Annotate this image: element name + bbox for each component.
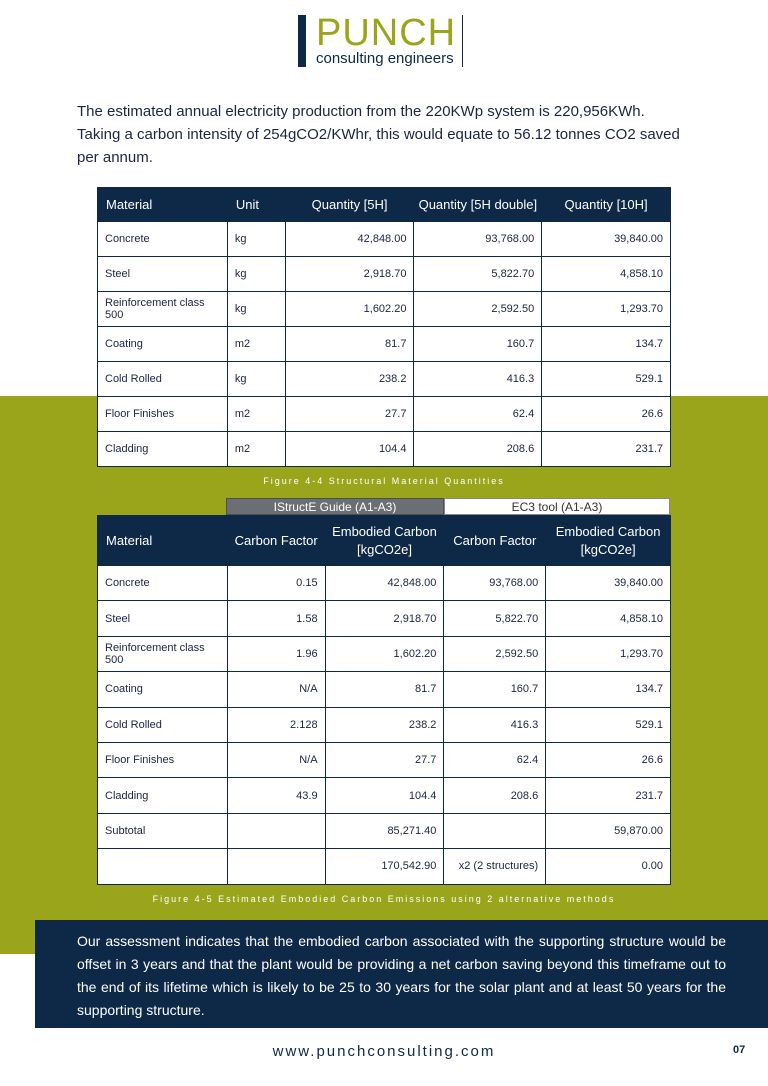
- table-cell: Coating: [98, 672, 228, 707]
- table-cell: 160.7: [414, 327, 542, 362]
- table-cell: 26.6: [542, 397, 671, 432]
- column-header: Quantity [5H double]: [414, 188, 542, 222]
- table-cell: Floor Finishes: [98, 742, 228, 777]
- table-row: [98, 742, 671, 777]
- table-row: [98, 397, 671, 432]
- table-row: [98, 778, 671, 813]
- column-header: Material: [98, 188, 228, 222]
- table-cell: kg: [227, 362, 285, 397]
- table-cell: 85,271.40: [325, 813, 444, 848]
- table-cell: 1.58: [227, 601, 325, 636]
- column-header: Unit: [227, 188, 285, 222]
- table-row: [98, 636, 671, 671]
- table-cell: m2: [227, 397, 285, 432]
- table-cell: 1,293.70: [546, 636, 671, 671]
- table-cell: [98, 849, 228, 884]
- table-cell: 4,858.10: [546, 601, 671, 636]
- table-row: [98, 292, 671, 327]
- table-cell: Coating: [98, 327, 228, 362]
- table-cell: 81.7: [325, 672, 444, 707]
- table-cell: 93,768.00: [414, 222, 542, 257]
- table-cell: Cladding: [98, 778, 228, 813]
- table-cell: 1,293.70: [542, 292, 671, 327]
- table-cell: 238.2: [285, 362, 414, 397]
- table-cell: m2: [227, 327, 285, 362]
- logo-bar: [298, 15, 306, 67]
- table-cell: 1,602.20: [325, 636, 444, 671]
- table-cell: Cold Rolled: [98, 707, 228, 742]
- table-cell: 238.2: [325, 707, 444, 742]
- material-quantities-table: [97, 187, 671, 467]
- table-cell: Cold Rolled: [98, 362, 228, 397]
- table-cell: 104.4: [285, 432, 414, 467]
- logo-main-text: PUNCH: [316, 11, 457, 54]
- table-cell: 104.4: [325, 778, 444, 813]
- table-cell: Floor Finishes: [98, 397, 228, 432]
- table-row: [98, 707, 671, 742]
- intro-line-2: Taking a carbon intensity of 254gCO2/KWhr, this would equate to 56.12 tonnes CO2 saved per annum.: [77, 126, 680, 166]
- table-cell: [227, 849, 325, 884]
- column-header: Material: [98, 516, 228, 566]
- table-cell: kg: [227, 292, 285, 327]
- group-header-ec3: EC3 tool (A1-A3): [444, 498, 670, 515]
- table-cell: 5,822.70: [444, 601, 546, 636]
- table-cell: 27.7: [325, 742, 444, 777]
- table-cell: Subtotal: [98, 813, 228, 848]
- table-cell: 2.128: [227, 707, 325, 742]
- table-cell: 59,870.00: [546, 813, 671, 848]
- table-row: [98, 257, 671, 292]
- table-cell: Steel: [98, 601, 228, 636]
- table-cell: 81.7: [285, 327, 414, 362]
- table-cell: 170,542.90: [325, 849, 444, 884]
- table-row: [98, 566, 671, 601]
- table-cell: 1,602.20: [285, 292, 414, 327]
- table-cell: 5,822.70: [414, 257, 542, 292]
- table-cell: 231.7: [542, 432, 671, 467]
- table-cell: kg: [227, 222, 285, 257]
- table-row: [98, 222, 671, 257]
- table-cell: 0.00: [546, 849, 671, 884]
- table-header-row: [98, 516, 671, 566]
- table-row: [98, 432, 671, 467]
- column-header: Carbon Factor: [444, 516, 546, 566]
- table-cell: N/A: [227, 672, 325, 707]
- column-header: Quantity [10H]: [542, 188, 671, 222]
- figure-caption: Figure 4-5 Estimated Embodied Carbon Emissions using 2 alternative methods: [152, 894, 616, 904]
- table-cell: 42,848.00: [285, 222, 414, 257]
- table-cell: 416.3: [444, 707, 546, 742]
- table-cell: 2,918.70: [285, 257, 414, 292]
- table-row: [98, 813, 671, 848]
- table-cell: Reinforcement class 500: [98, 636, 228, 671]
- table-cell: 0.15: [227, 566, 325, 601]
- intro-paragraph: [77, 100, 697, 169]
- table-cell: 42,848.00: [325, 566, 444, 601]
- table-row: [98, 362, 671, 397]
- table-cell: Concrete: [98, 566, 228, 601]
- table-cell: Concrete: [98, 222, 228, 257]
- logo-sub-text: consulting engineers: [316, 49, 454, 67]
- footer-url: www.punchconsulting.com: [272, 1043, 496, 1060]
- table-cell: 39,840.00: [546, 566, 671, 601]
- table-row: [98, 672, 671, 707]
- table-cell: 43.9: [227, 778, 325, 813]
- table-cell: 2,592.50: [414, 292, 542, 327]
- table-cell: 208.6: [414, 432, 542, 467]
- table-cell: 231.7: [546, 778, 671, 813]
- table-cell: 62.4: [444, 742, 546, 777]
- table-cell: 160.7: [444, 672, 546, 707]
- table-row: [98, 849, 671, 884]
- table-cell: 416.3: [414, 362, 542, 397]
- table-cell: 134.7: [542, 327, 671, 362]
- table-cell: x2 (2 structures): [444, 849, 546, 884]
- column-header: Carbon Factor: [227, 516, 325, 566]
- table-cell: Reinforcement class 500: [98, 292, 228, 327]
- table-cell: kg: [227, 257, 285, 292]
- table-cell: 39,840.00: [542, 222, 671, 257]
- table-cell: [444, 813, 546, 848]
- table-cell: 93,768.00: [444, 566, 546, 601]
- table-cell: 208.6: [444, 778, 546, 813]
- table-cell: 4,858.10: [542, 257, 671, 292]
- column-header: Embodied Carbon [kgCO2e]: [546, 516, 671, 566]
- table-cell: 62.4: [414, 397, 542, 432]
- logo-text: [316, 11, 457, 67]
- group-header-istructe: IStructE Guide (A1-A3): [226, 498, 444, 515]
- figure-caption: Figure 4-4 Structural Material Quantities: [263, 476, 505, 486]
- table-cell: Cladding: [98, 432, 228, 467]
- conclusion-text: Our assessment indicates that the embodied carbon associated with the supporting structure would be offset in 3 years and that the plant would be providing a net carbon saving beyond this timeframe out to the end of its lifetime which is likely to be 25 to 30 years for the solar plant and at least 50 years for the supporting structure.: [77, 933, 726, 1018]
- table-header-row: [98, 188, 671, 222]
- table-cell: 1.96: [227, 636, 325, 671]
- punch-logo: [298, 11, 463, 67]
- table-cell: 26.6: [546, 742, 671, 777]
- embodied-carbon-table: [97, 515, 671, 885]
- table-cell: N/A: [227, 742, 325, 777]
- table-cell: 2,592.50: [444, 636, 546, 671]
- table-cell: m2: [227, 432, 285, 467]
- table-cell: 27.7: [285, 397, 414, 432]
- intro-line-1: The estimated annual electricity production from the 220KWp system is 220,956KWh.: [77, 103, 645, 120]
- column-header: Quantity [5H]: [285, 188, 414, 222]
- conclusion-box: [35, 920, 768, 1028]
- table-cell: [227, 813, 325, 848]
- table-cell: 529.1: [546, 707, 671, 742]
- column-header: Embodied Carbon [kgCO2e]: [325, 516, 444, 566]
- table-cell: 529.1: [542, 362, 671, 397]
- table-cell: 134.7: [546, 672, 671, 707]
- table-row: [98, 601, 671, 636]
- table-row: [98, 327, 671, 362]
- page-number: 07: [733, 1044, 746, 1056]
- table-cell: 2,918.70: [325, 601, 444, 636]
- table-cell: Steel: [98, 257, 228, 292]
- logo-rule: [462, 15, 463, 67]
